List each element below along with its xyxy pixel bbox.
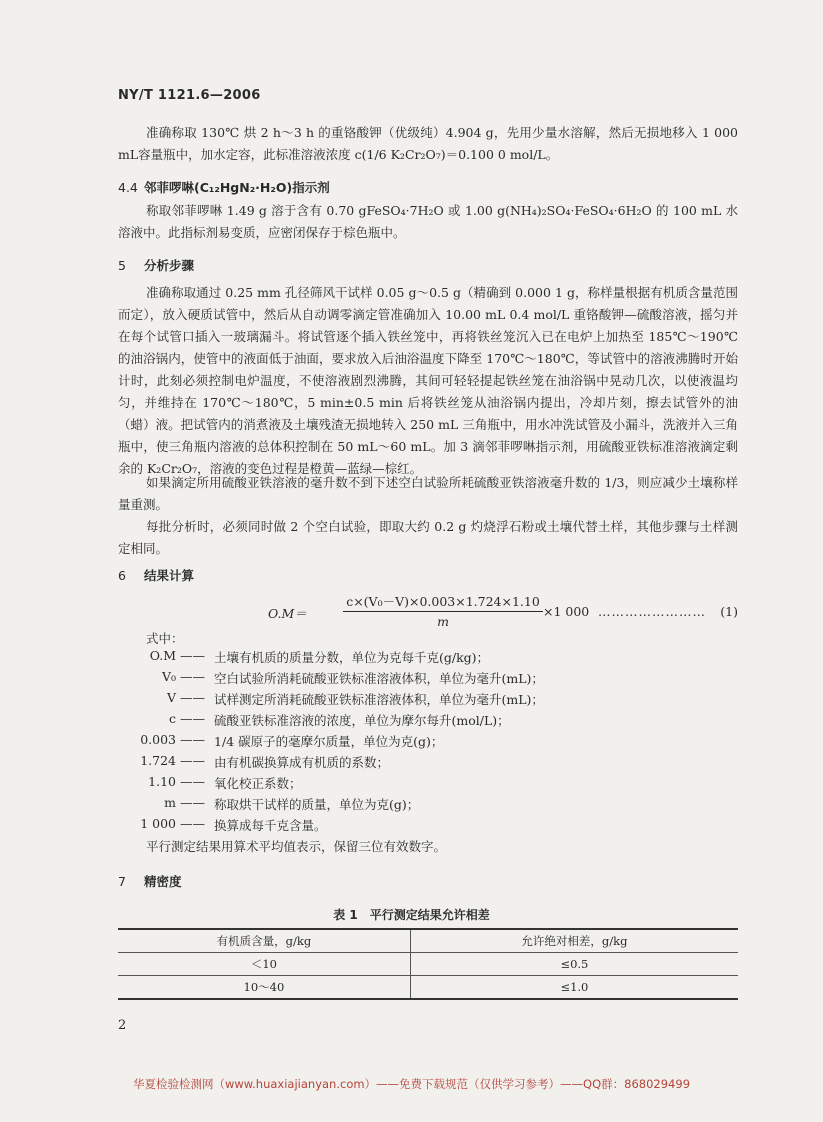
section-title: 精密度 [144, 874, 182, 889]
table-cell: 10～40 [118, 976, 410, 1000]
variable-line [118, 816, 738, 838]
variable-symbol: V [166, 690, 176, 705]
variable-dash: —— [180, 774, 205, 789]
variable-line [118, 774, 738, 796]
standard-number: NY/T 1121.6—2006 [118, 88, 261, 103]
variable-definition: 空白试验所消耗硫酸亚铁标准溶液体积，单位为毫升(mL)； [214, 671, 544, 686]
variable-line [118, 753, 738, 775]
section-7-heading [118, 872, 182, 890]
table-row [118, 976, 738, 1000]
tolerance-table [118, 928, 738, 1000]
section-title: 结果计算 [144, 568, 195, 583]
section-4-4-text: 称取邻菲啰啉 1.49 g 溶于含有 0.70 gFeSO₄·7H₂O 或 1.00 g(NH₄)₂SO₄·FeSO₄·6H₂O 的 100 mL 水溶液中。此指标剂易变质，应密闭保存于棕色瓶中。 [118, 203, 738, 240]
table-header-row [118, 929, 738, 953]
variable-symbol: 0.003 [140, 732, 176, 747]
variable-symbol: V₀ [161, 669, 176, 684]
table-cell: ＜10 [118, 953, 410, 976]
variable-dash: —— [180, 648, 205, 663]
table-header: 有机质含量，g/kg [118, 929, 410, 953]
variable-dash: —— [180, 690, 205, 705]
variable-dash: —— [180, 669, 205, 684]
section-number: 7 [118, 874, 126, 889]
variable-definition: 氧化校正系数； [214, 776, 302, 791]
formula-numerator: c×(V₀－V)×0.003×1.724×1.10 [343, 592, 543, 612]
variable-symbol: 1.10 [148, 774, 176, 789]
section-number: 5 [118, 258, 126, 273]
variable-dash: —— [180, 816, 205, 831]
variable-symbol: 1 000 [140, 816, 176, 831]
variable-definition: 土壤有机质的质量分数，单位为克每千克(g/kg)； [214, 650, 490, 665]
page-number: 2 [118, 1018, 127, 1033]
variable-line [118, 795, 738, 817]
section-5-para-2: 如果滴定所用硫酸亚铁溶液的毫升数不到下述空白试验所耗硫酸亚铁溶液毫升数的 1/3，则应减少土壤称样量重测。 [118, 475, 738, 512]
formula-lhs: O.M＝ [268, 606, 307, 621]
intro-paragraph: 准确称取 130℃ 烘 2 h～3 h 的重铬酸钾（优级纯）4.904 g，先用少量水溶解，然后无损地移入 1 000 mL容量瓶中，加水定容，此标准溶液浓度 c(1/6 K₂Cr₂O₇)＝0.100 0 mol/L。 [118, 125, 738, 162]
section-4-4-heading [118, 178, 330, 196]
section-number: 6 [118, 568, 126, 583]
variable-definition: 称取烘干试样的质量，单位为克(g)； [214, 797, 420, 812]
table-title: 表 1 平行测定结果允许相差 [333, 908, 490, 922]
variable-definition: 由有机碳换算成有机质的系数； [214, 755, 390, 770]
footer-watermark-text: 华夏检验检测网（www.huaxiajianyan.com）——免费下载规范（仅供学习参考）——QQ群：868029499 [132, 1077, 691, 1091]
variable-line [118, 648, 738, 670]
where-label: 式中： [146, 631, 184, 646]
formula-fraction [343, 592, 543, 629]
variable-symbol: 1.724 [140, 753, 176, 768]
section-5-para-1: 准确称取通过 0.25 mm 孔径筛风干试样 0.05 g～0.5 g（精确到 0.000 1 g，称样量根据有机质含量范围而定），放入硬质试管中，然后从自动调零滴定管准确加入 10.00 mL 0.4 mol/L 重铬酸钾—硫酸溶液，摇匀并在每个试管口插入一玻璃漏斗。将试管逐个插入铁丝笼中，再将铁丝笼沉入已在电炉上加热至 185℃～190℃ 的油浴锅内，使管中的液面低于油面，要求放入后油浴温度下降至 170℃～180℃，等试管中的溶液沸腾时开始计时，此刻必须控制电炉温度，不使溶液剧烈沸腾，其间可轻轻提起铁丝笼在油浴锅中晃动几次，以使液温均匀，并维持在 170℃～180℃，5 min±0.5 min 后将铁丝笼从油浴锅内提出，冷却片刻，擦去试管外的油（蜡）液。把试管内的消煮液及土壤残渣无损地转入 250 mL 三角瓶中，用水冲洗试管及小漏斗，洗液并入三角瓶中，使三角瓶内溶液的总体积控制在 50 mL～60 mL。加 3 滴邻菲啰啉指示剂，用硫酸亚铁标准溶液滴定剩余的 K₂Cr₂O₇，溶液的变色过程是橙黄—蓝绿—棕红。 [118, 285, 738, 476]
variable-symbol: m [164, 795, 176, 810]
formula-leader-dots: …………………… [598, 604, 706, 619]
variable-symbol: O.M [149, 648, 176, 663]
section-5-para-3: 每批分析时，必须同时做 2 个空白试验，即取大约 0.2 g 灼烧浮石粉或土壤代替土样，其他步骤与土样测定相同。 [118, 519, 738, 556]
formula-1 [118, 592, 738, 632]
formula-tail: ×1 000 [543, 604, 590, 619]
variable-dash: —— [180, 732, 205, 747]
variable-line [118, 732, 738, 754]
section-6-heading [118, 566, 194, 584]
variable-definition: 1/4 碳原子的毫摩尔质量，单位为克(g)； [214, 734, 444, 749]
formula-denominator: m [437, 614, 449, 629]
variable-dash: —— [180, 753, 205, 768]
variable-dash: —— [180, 711, 205, 726]
table-row [118, 953, 738, 976]
variable-line [118, 669, 738, 691]
section-number: 4.4 [118, 180, 138, 195]
table-header: 允许绝对相差，g/kg [410, 929, 738, 953]
equation-number: (1) [720, 604, 738, 619]
variable-definition: 试样测定所消耗硫酸亚铁标准溶液体积，单位为毫升(mL)； [214, 692, 544, 707]
table-cell: ≤0.5 [410, 953, 738, 976]
variable-symbol: c [168, 711, 176, 726]
variable-line [118, 711, 738, 733]
section-6-closing: 平行测定结果用算术平均值表示，保留三位有效数字。 [146, 839, 447, 854]
section-title: 邻菲啰啉(C₁₂HgN₂·H₂O)指示剂 [144, 180, 330, 195]
variable-definition: 换算成每千克含量。 [214, 818, 327, 833]
section-title: 分析步骤 [144, 258, 195, 273]
variable-dash: —— [180, 795, 205, 810]
section-5-heading [118, 256, 194, 274]
variable-line [118, 690, 738, 712]
table-cell: ≤1.0 [410, 976, 738, 1000]
variable-definition: 硫酸亚铁标准溶液的浓度，单位为摩尔每升(mol/L)； [214, 713, 510, 728]
